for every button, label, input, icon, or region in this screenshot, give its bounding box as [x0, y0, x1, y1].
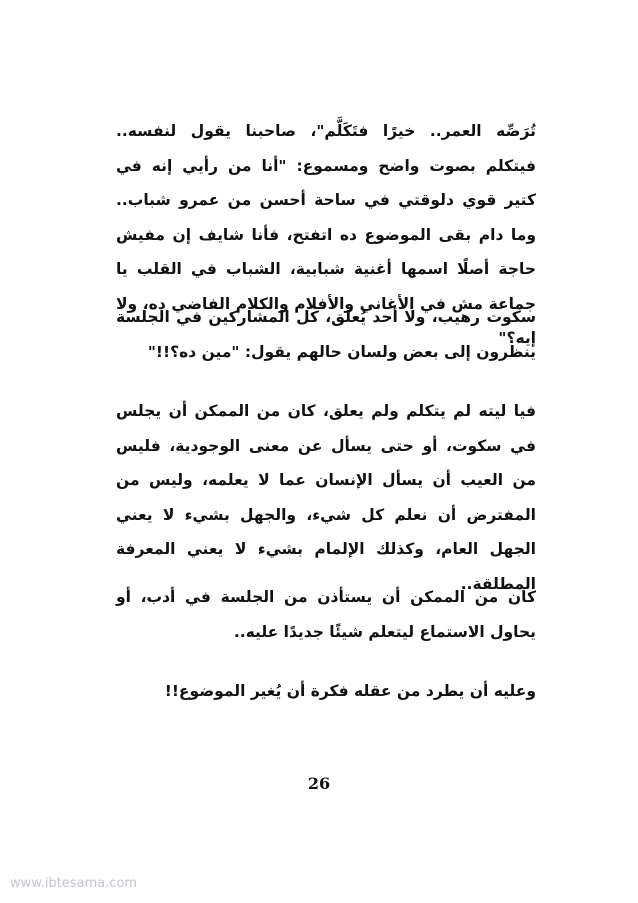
- page-number: 26: [307, 774, 331, 793]
- watermark-url: www.ibtesama.com: [10, 876, 138, 891]
- paragraph-5: وعليه أن يطرد من عقله فكرة أن يُغير الموضوع!!: [164, 682, 536, 700]
- paragraph-1: تُرَصِّه العمر.. خيرًا فتَكَلَّم"، صاحبنا يقول لنفسه.. فيتكلم بصوت واضح ومسموع: "أنا من رأيي إنه في كتير قوي دلوقتي في ساحة أحسن من عمرو شباب.. وما دام بقى الموضوع ده اتفتح، فأنا شايف إن مفيش حاجة أصلًا اسمها أغنية شبابية، الشباب في القلب يا جماعة مش في الأغاني والأفلام والكلام الفاضي ده، ولا إيه؟": [116, 122, 536, 347]
- paragraph-4: كان من الممكن أن يستأذن من الجلسة في أدب، أو يحاول الاستماع ليتعلم شيئًا جديدًا عليه..: [116, 588, 536, 641]
- paragraph-3: فيا ليته لم يتكلم ولم يعلق، كان من الممكن أن يجلس في سكوت، أو حتى يسأل عن معنى الوجودية، فليس من العيب أن يسأل الإنسان عما لا يعلمه، وليس من المفترض أن نعلم كل شيء، والجهل بشيء لا يعني الجهل العام، وكذلك الإلمام بشيء لا يعني المعرفة المطلقة..: [116, 402, 536, 593]
- paragraph-2: سكوت رهيب، ولا أحد يُعلق، كل المشاركين في الجلسة ينظرون إلى بعض ولسان حالهم يقول: "مين ده؟!!": [116, 308, 536, 361]
